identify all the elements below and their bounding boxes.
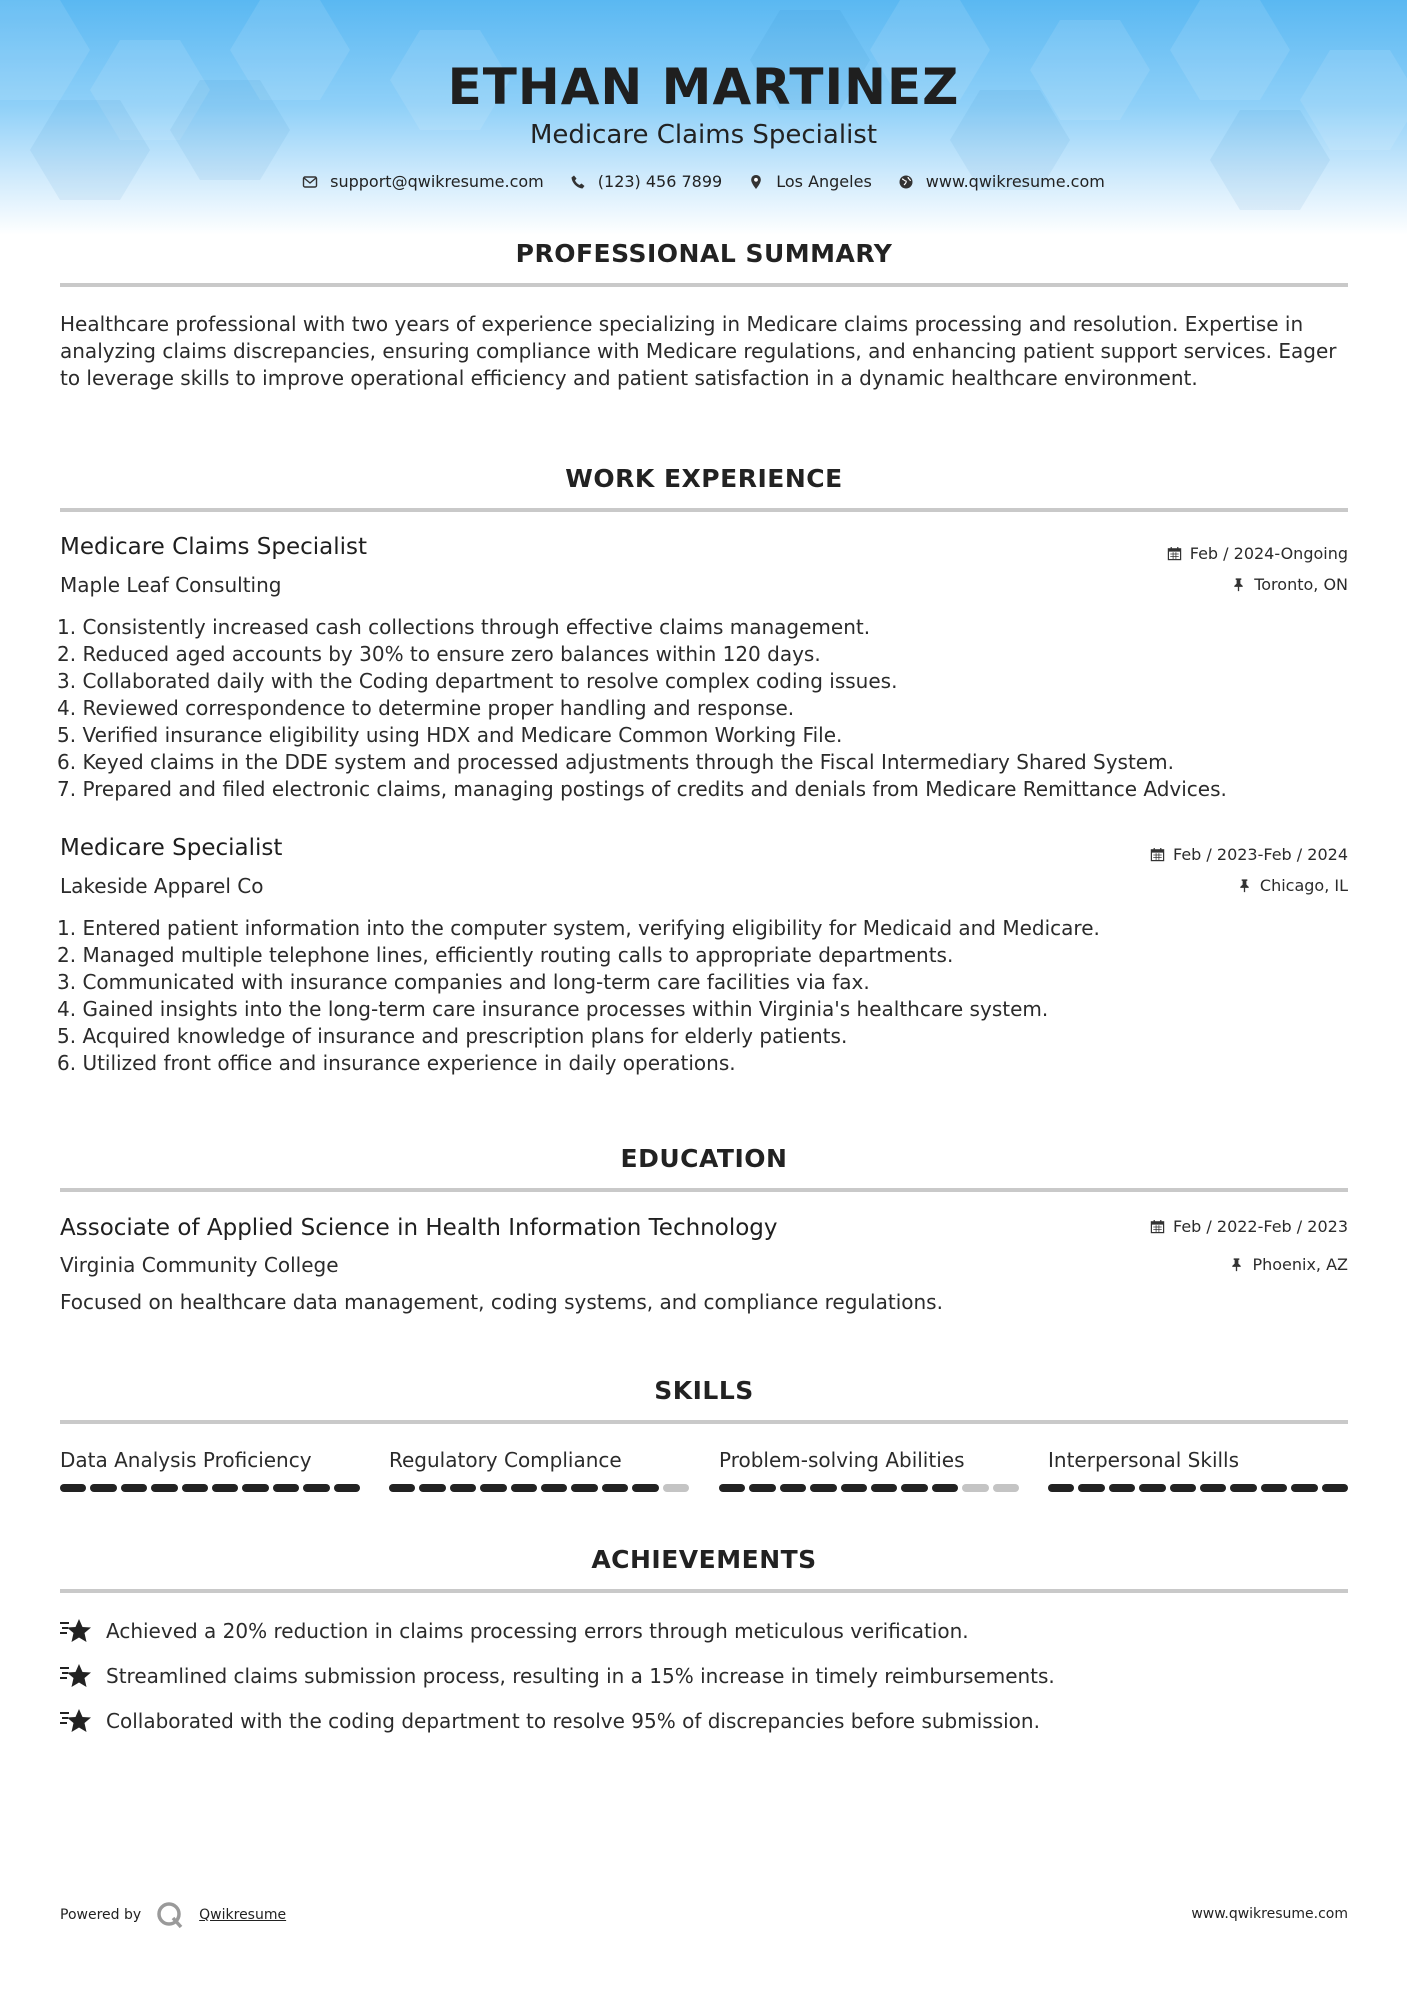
job-title: Medicare Claims Specialist [60, 534, 368, 560]
qwikresume-logo-icon [155, 1900, 185, 1930]
achievements-divider [60, 1589, 1348, 1593]
skill-level-bar [1048, 1484, 1348, 1492]
skill-segment-filled [541, 1484, 567, 1492]
candidate-name: ETHAN MARTINEZ [447, 58, 960, 116]
star-icon [60, 1707, 92, 1735]
skill-segment-filled [389, 1484, 415, 1492]
skill-segment-filled [749, 1484, 775, 1492]
website-text: www.qwikresume.com [925, 172, 1105, 191]
skill-item [1048, 1448, 1348, 1492]
skill-segment-filled [1048, 1484, 1074, 1492]
list-item: 3. Communicated with insurance companies and long-term care facilities via fax. [57, 970, 870, 994]
skill-segment-filled [780, 1484, 806, 1492]
pushpin-icon [1229, 1257, 1244, 1272]
envelope-icon [302, 174, 318, 190]
calendar-icon [1150, 847, 1165, 862]
skill-name: Regulatory Compliance [389, 1448, 622, 1472]
phone-icon [570, 174, 586, 190]
job-bullet-list [57, 915, 1347, 1077]
skill-segment-filled [841, 1484, 867, 1492]
skill-segment-filled [121, 1484, 147, 1492]
job-location-text: Chicago, IL [1259, 876, 1348, 895]
skill-segment-filled [632, 1484, 658, 1492]
contact-phone[interactable] [570, 172, 722, 191]
job-dates-text: Feb / 2024-Ongoing [1189, 544, 1348, 563]
skill-segment-filled [871, 1484, 897, 1492]
skill-segment-filled [1200, 1484, 1226, 1492]
education-description: Focused on healthcare data management, coding systems, and compliance regulations. [60, 1290, 943, 1314]
map-pin-icon [748, 174, 764, 190]
experience-heading: WORK EXPERIENCE [565, 464, 843, 493]
skill-segment-filled [334, 1484, 360, 1492]
list-item: 1. Consistently increased cash collections through effective claims management. [57, 615, 871, 639]
list-item: 5. Acquired knowledge of insurance and prescription plans for elderly patients. [57, 1024, 848, 1048]
list-item: 4. Reviewed correspondence to determine proper handling and response. [57, 696, 795, 720]
skill-segment-filled [60, 1484, 86, 1492]
list-item: 1. Entered patient information into the computer system, verifying eligibility for Medicaid and Medicare. [57, 916, 1100, 940]
experience-divider [60, 508, 1348, 512]
job-location-text: Toronto, ON [1254, 575, 1348, 594]
skill-segment-empty [663, 1484, 689, 1492]
skill-segment-filled [1139, 1484, 1165, 1492]
email-text: support@qwikresume.com [330, 172, 544, 191]
footer-powered-by [60, 1900, 286, 1930]
globe-icon [898, 174, 914, 190]
education-heading: EDUCATION [620, 1144, 788, 1173]
achievement-item [60, 1662, 1055, 1690]
school-name: Virginia Community College [60, 1253, 339, 1277]
degree-title: Associate of Applied Science in Health Information Technology [60, 1215, 778, 1241]
skill-segment-filled [1322, 1484, 1348, 1492]
hexagon-pattern [0, 0, 1407, 235]
achievement-item [60, 1617, 969, 1645]
skill-item [60, 1448, 360, 1492]
skill-segment-filled [719, 1484, 745, 1492]
calendar-icon [1167, 546, 1182, 561]
list-item: 4. Gained insights into the long-term care insurance processes within Virginia's healthcare system. [57, 997, 1049, 1021]
skill-segment-filled [242, 1484, 268, 1492]
skill-segment-filled [212, 1484, 238, 1492]
skill-segment-filled [273, 1484, 299, 1492]
achievement-item [60, 1707, 1040, 1735]
job-dates-text: Feb / 2023-Feb / 2024 [1173, 845, 1348, 864]
skill-segment-filled [1230, 1484, 1256, 1492]
footer-website[interactable]: www.qwikresume.com [1191, 1906, 1348, 1922]
skill-name: Data Analysis Proficiency [60, 1448, 312, 1472]
skill-segment-filled [1078, 1484, 1104, 1492]
powered-by-label: Powered by [60, 1907, 142, 1923]
job-company: Maple Leaf Consulting [60, 573, 282, 597]
job-dates [1167, 544, 1348, 563]
list-item: 6. Keyed claims in the DDE system and processed adjustments through the Fiscal Intermediary Shared System. [57, 750, 1174, 774]
skill-segment-filled [1261, 1484, 1287, 1492]
skill-segment-filled [1170, 1484, 1196, 1492]
list-item: 2. Reduced aged accounts by 30% to ensure zero balances within 120 days. [57, 642, 821, 666]
brand-link[interactable]: Qwikresume [199, 1907, 287, 1923]
list-item: 6. Utilized front office and insurance experience in daily operations. [57, 1051, 736, 1075]
skill-segment-filled [1291, 1484, 1317, 1492]
job-bullet-list [57, 614, 1347, 803]
achievement-text: Achieved a 20% reduction in claims processing errors through meticulous verification. [106, 1619, 969, 1643]
star-icon [60, 1617, 92, 1645]
achievement-text: Collaborated with the coding department to resolve 95% of discrepancies before submission. [106, 1709, 1040, 1733]
location-text: Los Angeles [776, 172, 872, 191]
skill-item [389, 1448, 689, 1492]
candidate-title: Medicare Claims Specialist [529, 120, 878, 150]
skill-segment-filled [450, 1484, 476, 1492]
calendar-icon [1150, 1219, 1165, 1234]
job-location [1237, 876, 1348, 895]
skill-segment-filled [303, 1484, 329, 1492]
job-company: Lakeside Apparel Co [60, 874, 264, 898]
contact-website[interactable] [898, 172, 1105, 191]
skill-name: Problem-solving Abilities [719, 1448, 965, 1472]
summary-text: Healthcare professional with two years of experience specializing in Medicare claims processing and resolution. Expertise in analyzing claims discrepancies, ensuring compliance with Medicare regulations, and enhancing patient support services. Eager to leverage skills to improve operational efficiency and patient satisfaction in a dynamic healthcare environment. [60, 312, 1337, 390]
skills-divider [60, 1420, 1348, 1424]
skill-level-bar [60, 1484, 360, 1492]
phone-text: (123) 456 7899 [597, 172, 723, 191]
skill-level-bar [389, 1484, 689, 1492]
achievements-heading: ACHIEVEMENTS [591, 1545, 817, 1574]
summary-divider [60, 283, 1348, 287]
pushpin-icon [1231, 577, 1246, 592]
education-dates [1150, 1217, 1348, 1236]
job-dates [1150, 845, 1348, 864]
contact-email[interactable] [302, 172, 544, 191]
skill-segment-filled [602, 1484, 628, 1492]
skill-segment-empty [993, 1484, 1019, 1492]
skill-segment-filled [810, 1484, 836, 1492]
skill-segment-filled [901, 1484, 927, 1492]
pushpin-icon [1237, 878, 1252, 893]
summary-heading: PROFESSIONAL SUMMARY [515, 239, 893, 268]
education-location-text: Phoenix, AZ [1252, 1255, 1348, 1274]
achievement-text: Streamlined claims submission process, resulting in a 15% increase in timely reimbursements. [106, 1664, 1055, 1688]
skill-segment-filled [90, 1484, 116, 1492]
skill-level-bar [719, 1484, 1019, 1492]
job-title: Medicare Specialist [60, 835, 283, 861]
skill-item [719, 1448, 1019, 1492]
skill-segment-empty [962, 1484, 988, 1492]
education-dates-text: Feb / 2022-Feb / 2023 [1173, 1217, 1348, 1236]
skill-segment-filled [1109, 1484, 1135, 1492]
skill-segment-filled [419, 1484, 445, 1492]
star-icon [60, 1662, 92, 1690]
list-item: 5. Verified insurance eligibility using HDX and Medicare Common Working File. [57, 723, 843, 747]
contact-location [748, 172, 872, 191]
education-location [1229, 1255, 1348, 1274]
skill-segment-filled [151, 1484, 177, 1492]
skill-segment-filled [511, 1484, 537, 1492]
education-divider [60, 1188, 1348, 1192]
contact-bar [0, 172, 1407, 191]
skill-segment-filled [480, 1484, 506, 1492]
skill-segment-filled [932, 1484, 958, 1492]
list-item: 2. Managed multiple telephone lines, efficiently routing calls to appropriate departments. [57, 943, 954, 967]
skill-segment-filled [571, 1484, 597, 1492]
skill-name: Interpersonal Skills [1048, 1448, 1240, 1472]
list-item: 3. Collaborated daily with the Coding department to resolve complex coding issues. [57, 669, 898, 693]
job-location [1231, 575, 1348, 594]
header-background [0, 0, 1407, 235]
skill-segment-filled [182, 1484, 208, 1492]
list-item: 7. Prepared and filed electronic claims, managing postings of credits and denials from Medicare Remittance Advices. [57, 777, 1227, 801]
skills-heading: SKILLS [654, 1376, 754, 1405]
